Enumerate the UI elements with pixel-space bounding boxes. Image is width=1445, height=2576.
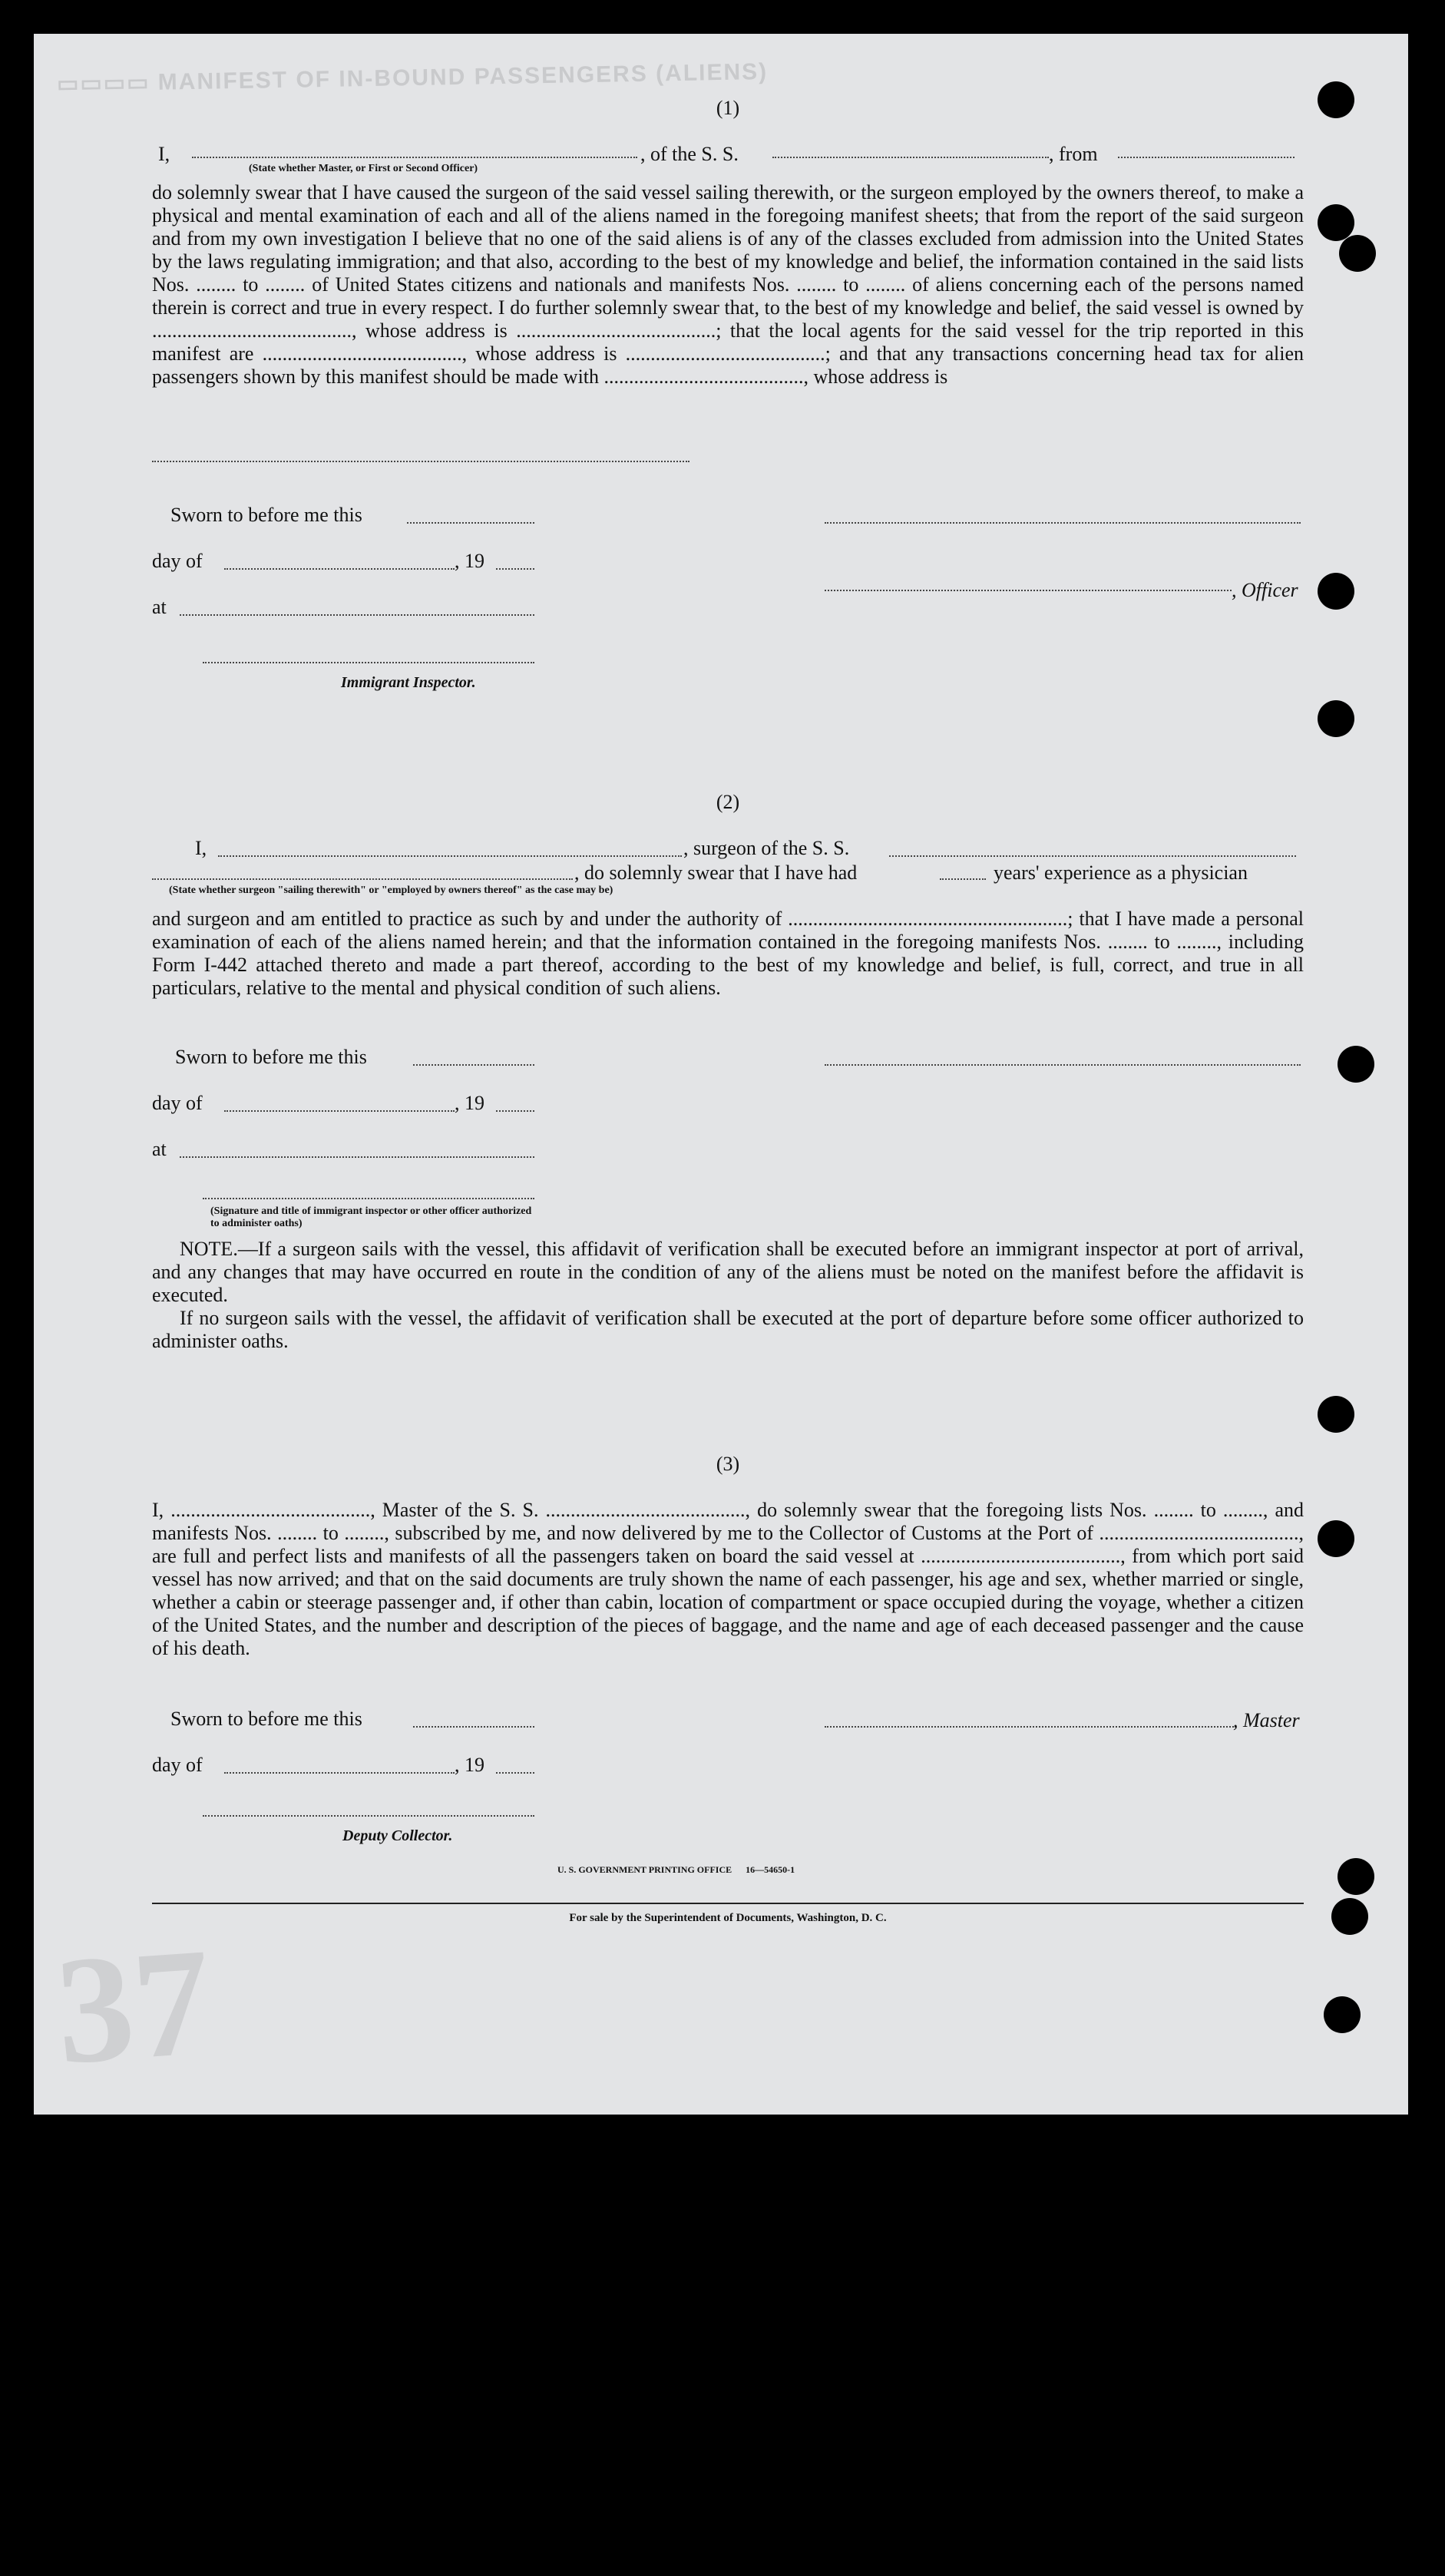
immigrant-inspector-label: Immigrant Inspector. bbox=[341, 674, 476, 691]
deputy-collector-label: Deputy Collector. bbox=[342, 1827, 453, 1844]
section-2-month-field[interactable] bbox=[224, 1110, 455, 1112]
officer-signature-field[interactable] bbox=[825, 522, 1301, 524]
section-1-oath-body: do solemnly swear that I have caused the surgeon of the said vessel sailing therewith, or the surgeon employed by the owners thereof, to make a physical and mental examination of each and all of the aliens named in the foregoing manifest sheets; that from the report of the said surgeon and from my own investigation I believe that no one of the said aliens is of any of the classes excluded from admission into the United States by the laws regulating immigration; and that also, according to the best of my knowledge and belief, the information contained in the said lists Nos. ........ to ........ of United States citizens and nationals and manifests Nos. ........ to ........ of aliens concerning each of the persons named therein is correct and true in every respect. I do further solemnly swear that, to the best of my knowledge and belief, the said vessel is owned by ........................................, whose address is ........................................; that the local agents for the said vessel for the trip reported in this manifest are ........................................, whose address is ........................................; and that any transactions concerning head tax for alien passengers shown by this manifest should be made with ........................................, whose address is bbox=[152, 181, 1304, 388]
section-2-signature-field[interactable] bbox=[825, 1064, 1301, 1066]
note-surgeon-sails: NOTE.—If a surgeon sails with the vessel, this affidavit of verification shall be executed before an immigrant inspector at port of arrival, and any changes that may have occurred en route in the condition of any of the aliens must be noted on the manifest before the affidavit is executed. bbox=[152, 1238, 1304, 1306]
master-label: , Master bbox=[1233, 1709, 1300, 1731]
years-experience-label: years' experience as a physician bbox=[994, 861, 1248, 884]
surgeon-note: (State whether surgeon "sailing therewith" or "employed by owners thereof" as the case may be) bbox=[169, 885, 613, 896]
section-3-month-field[interactable] bbox=[224, 1772, 455, 1774]
section-2-number: (2) bbox=[716, 791, 740, 813]
section-2-sworn-date-field[interactable] bbox=[413, 1064, 534, 1066]
stamped-page-number: 37 bbox=[51, 1916, 217, 2097]
section-1-month-field[interactable] bbox=[224, 568, 455, 570]
section-2-official-signature-field[interactable] bbox=[203, 1198, 534, 1199]
officer-title-field[interactable] bbox=[825, 590, 1232, 591]
binder-hole-9 bbox=[1338, 1858, 1374, 1895]
binder-hole-10 bbox=[1331, 1898, 1368, 1935]
of-ss-label: , of the S. S. bbox=[640, 143, 739, 165]
section-1-number: (1) bbox=[716, 97, 740, 119]
section-3-number: (3) bbox=[716, 1453, 740, 1475]
vessel-name-field[interactable] bbox=[772, 157, 1049, 158]
section-2-i-label: I, bbox=[195, 837, 207, 859]
section-2-swear-label: , do solemnly swear that I have had bbox=[574, 861, 858, 884]
section-1-at-field[interactable] bbox=[180, 614, 534, 616]
section-3-sworn-date-field[interactable] bbox=[413, 1726, 534, 1728]
master-name-field[interactable] bbox=[192, 157, 637, 158]
section-2-sworn-label: Sworn to before me this bbox=[175, 1046, 367, 1068]
section-1-year-label: , 19 bbox=[455, 550, 484, 572]
section-2-year-field[interactable] bbox=[496, 1110, 534, 1112]
binder-hole-3 bbox=[1339, 235, 1376, 272]
section-2-at-label: at bbox=[152, 1138, 167, 1160]
deputy-collector-signature-field[interactable] bbox=[203, 1815, 534, 1817]
master-signature-field[interactable] bbox=[825, 1726, 1236, 1728]
years-experience-field[interactable] bbox=[940, 878, 986, 880]
master-note: (State whether Master, or First or Second Officer) bbox=[249, 163, 478, 174]
section-3-year-label: , 19 bbox=[455, 1754, 484, 1776]
section-3-oath-body: I, ........................................, Master of the S. S. ........................................, do solemnly swear that the foregoing lists Nos. ........ to ........, and manifests Nos. ........ to ........, subscribed by me, and now delivered by me to the Collector of Customs at the Port of ........................................, are full and perfect lists and manifests of all the passengers taken on board the said vessel at ........................................, from which port said vessel has now arrived; and that on the said documents are truly shown the name of each passenger, his age and sex, whether married or single, whether a cabin or steerage passenger and, if other than cabin, location of compartment or space occupied during the voyage, whether a citizen of the United States, and the number and description of the pieces of baggage, and the name and age of each deceased passenger and the cause of his death. bbox=[152, 1499, 1304, 1659]
surgeon-name-field[interactable] bbox=[218, 855, 682, 857]
binder-hole-6 bbox=[1338, 1046, 1374, 1083]
binder-hole-8 bbox=[1318, 1520, 1354, 1557]
bleed-through-header: ▭▭▭▭ MANIFEST OF IN-BOUND PASSENGERS (ALIENS) bbox=[56, 58, 769, 98]
section-1-sworn-date-field[interactable] bbox=[407, 522, 534, 524]
from-port-field[interactable] bbox=[1118, 157, 1295, 158]
binder-hole-1 bbox=[1318, 81, 1354, 118]
printing-office-imprint: U. S. GOVERNMENT PRINTING OFFICE 16—54650-1 bbox=[557, 1864, 795, 1875]
inspector-signature-field[interactable] bbox=[203, 662, 534, 663]
note-no-surgeon: If no surgeon sails with the vessel, the affidavit of verification shall be executed at the port of departure before some officer authorized to administer oaths. bbox=[152, 1307, 1304, 1352]
section-2-vessel-field[interactable] bbox=[889, 855, 1296, 857]
section-1-at-label: at bbox=[152, 596, 167, 618]
binder-hole-4 bbox=[1318, 573, 1354, 610]
section-1-sworn-label: Sworn to before me this bbox=[170, 504, 362, 526]
section-2-day-of-label: day of bbox=[152, 1092, 203, 1114]
section-1-day-of-label: day of bbox=[152, 550, 203, 572]
section-2-oath-body: and surgeon and am entitled to practice as such by and under the authority of ........................................................; that I have made a personal examination of each of the aliens named herein; and that the information contained in the foregoing manifests Nos. ........ to ........, including Form I-442 attached thereto and made a part thereof, according to the best of my knowledge and belief, is full, correct, and true in all particulars, relative to the mental and physical condition of such aliens. bbox=[152, 908, 1304, 999]
section-1-i-label: I, bbox=[158, 143, 170, 165]
signature-title-note: (Signature and title of immigrant inspector or other officer authorized to administer oaths) bbox=[210, 1205, 532, 1229]
inspector-extra-line bbox=[152, 461, 689, 462]
for-sale-notice: For sale by the Superintendent of Documents, Washington, D. C. bbox=[569, 1912, 887, 1924]
section-3-day-of-label: day of bbox=[152, 1754, 203, 1776]
section-1-year-field[interactable] bbox=[496, 568, 534, 570]
surgeon-type-field[interactable] bbox=[152, 878, 573, 880]
section-3-year-field[interactable] bbox=[496, 1772, 534, 1774]
section-2-at-field[interactable] bbox=[180, 1156, 534, 1158]
from-label: , from bbox=[1049, 143, 1098, 165]
binder-hole-5 bbox=[1318, 700, 1354, 737]
footer-rule bbox=[152, 1903, 1304, 1904]
surgeon-of-label: , surgeon of the S. S. bbox=[683, 837, 850, 859]
officer-label: , Officer bbox=[1232, 579, 1298, 601]
section-2-year-label: , 19 bbox=[455, 1092, 484, 1114]
section-3-sworn-label: Sworn to before me this bbox=[170, 1708, 362, 1730]
binder-hole-2 bbox=[1318, 204, 1354, 241]
binder-hole-11 bbox=[1324, 1996, 1361, 2033]
binder-hole-7 bbox=[1318, 1396, 1354, 1433]
form-sheet bbox=[34, 34, 1408, 2115]
